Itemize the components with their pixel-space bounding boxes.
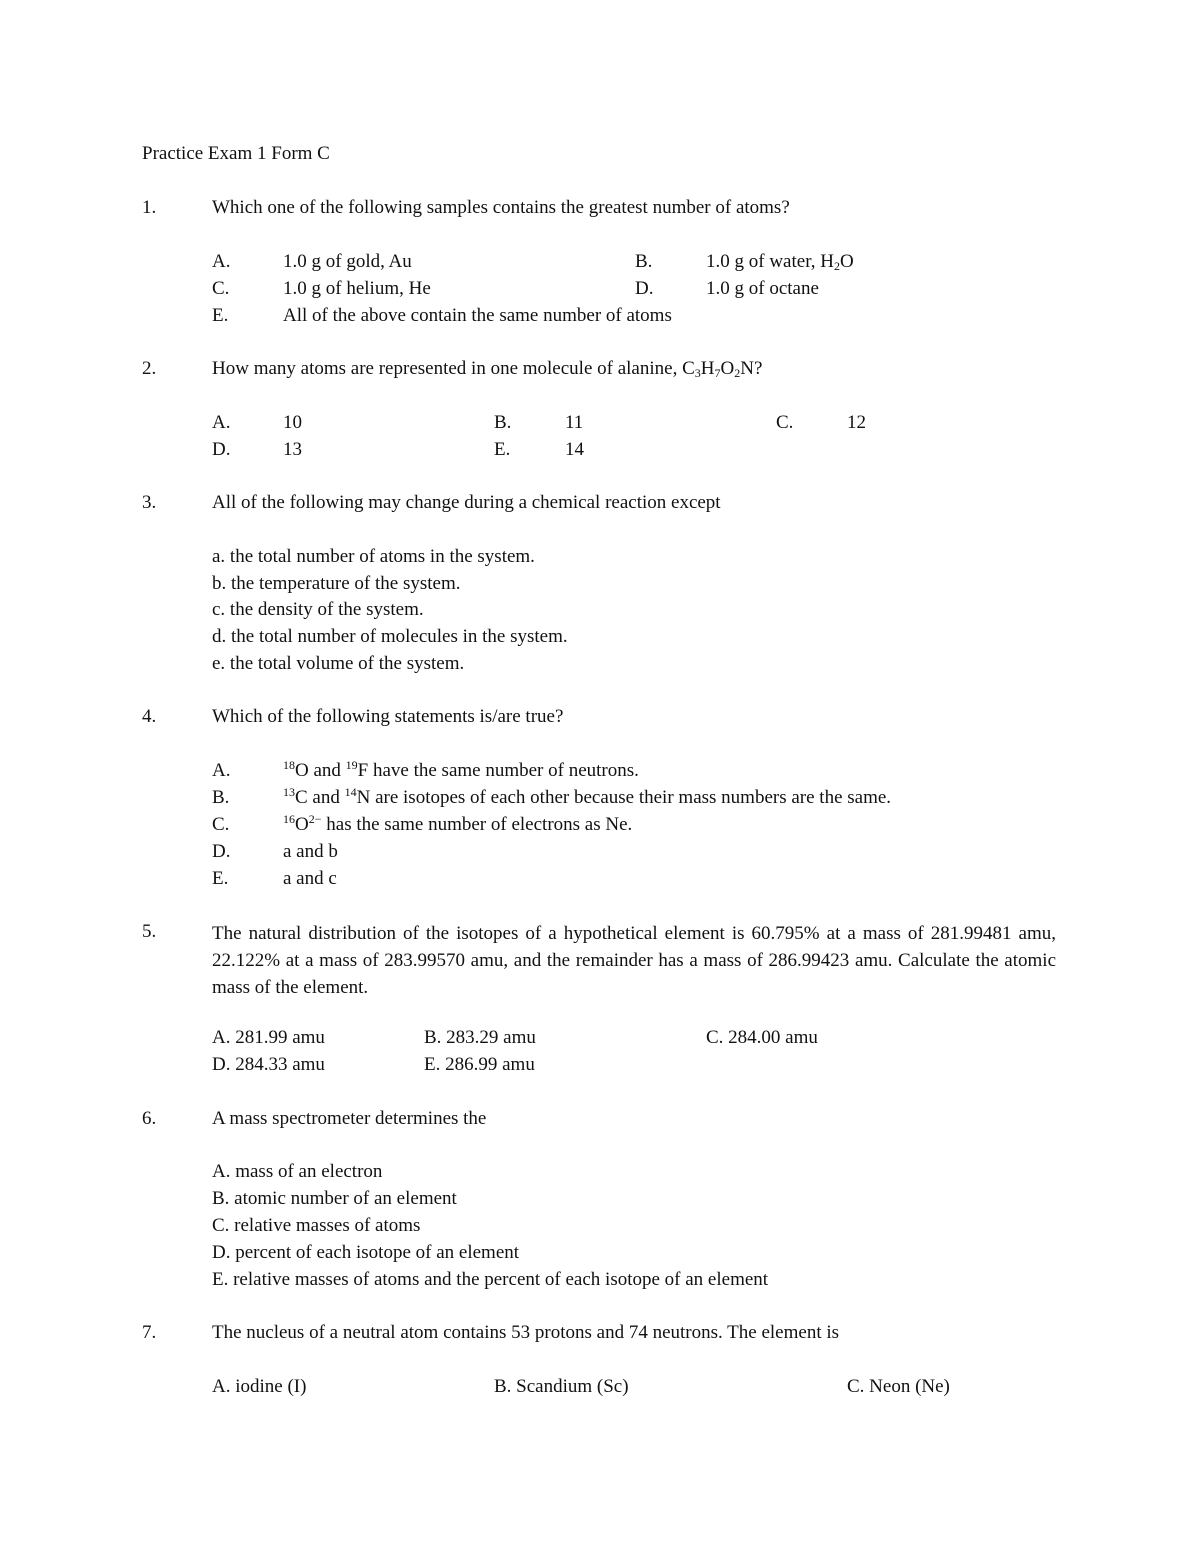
q6-option-b: B. atomic number of an element — [212, 1188, 457, 1209]
q3-text: All of the following may change during a chemical reaction except — [212, 492, 721, 513]
q4-option-b-text: $^{13}$C and $^{14}$N are isotopes of each other because their mass numbers are the same. — [283, 785, 892, 808]
q6-text: A mass spectrometer determines the — [212, 1108, 487, 1129]
q6-option-e: E. relative masses of atoms and the percent of each isotope of an element — [212, 1269, 769, 1290]
q3-option-a: a. the total number of atoms in the system. — [212, 546, 535, 567]
q5-text: The natural distribution of the isotopes of a hypothetical element is 60.795% at a mass of 281.99481 amu, 22.122% at a mass of 283.99570 amu, and the remainder has a mass of 286.99423 amu. Calculate the atomic mass of the element. — [212, 923, 1056, 998]
q4-option-a-text: $^{18}$O and $^{19}$F have the same number of neutrons. — [283, 758, 639, 781]
q3-number: 3. — [142, 492, 157, 513]
q4-text: Which of the following statements is/are true? — [212, 706, 564, 727]
page-title: Practice Exam 1 Form C — [142, 143, 330, 164]
q7-text: The nucleus of a neutral atom contains 53 protons and 74 neutrons. The element is — [212, 1322, 840, 1343]
q5-number: 5. — [142, 921, 157, 942]
q4-option-d-label: D. — [212, 841, 231, 862]
q6-option-d: D. percent of each isotope of an element — [212, 1242, 520, 1263]
q7-option-b: B. Scandium (Sc) — [494, 1376, 629, 1397]
q2-option-a-label: A. — [212, 412, 231, 433]
q4-option-c-text: $^{16}O^{2-}$ has the same number of electrons as Ne. — [283, 812, 633, 835]
q1-number: 1. — [142, 197, 157, 218]
q5-option-c: C. 284.00 amu — [706, 1027, 818, 1048]
q1-option-b-label: B. — [635, 251, 653, 272]
q2-option-e-text: 14 — [565, 439, 584, 460]
q4-option-d-text: a and b — [283, 841, 338, 862]
q2-option-d-label: D. — [212, 439, 231, 460]
q1-option-a-text: 1.0 g of gold, Au — [283, 251, 412, 272]
q1-option-c-text: 1.0 g of helium, He — [283, 278, 431, 299]
q6-number: 6. — [142, 1108, 157, 1129]
q1-option-e-label: E. — [212, 305, 229, 326]
q7-option-a: A. iodine (I) — [212, 1376, 307, 1397]
q1-option-c-label: C. — [212, 278, 230, 299]
q4-option-c-label: C. — [212, 814, 230, 835]
q1-option-b-text: 1.0 g of water, $H_2O$ — [706, 251, 854, 273]
q2-option-e-label: E. — [494, 439, 511, 460]
q1-option-a-label: A. — [212, 251, 231, 272]
q4-option-b-label: B. — [212, 787, 230, 808]
q1-option-d-text: 1.0 g of octane — [706, 278, 819, 299]
q4-option-a-label: A. — [212, 760, 231, 781]
q5-option-b: B. 283.29 amu — [424, 1027, 536, 1048]
q2-option-c-label: C. — [776, 412, 794, 433]
q4-option-e-label: E. — [212, 868, 229, 889]
q7-option-c: C. Neon (Ne) — [847, 1376, 950, 1397]
q3-option-d: d. the total number of molecules in the system. — [212, 626, 568, 647]
q5-option-a: A. 281.99 amu — [212, 1027, 325, 1048]
q1-text: Which one of the following samples contains the greatest number of atoms? — [212, 197, 790, 218]
q2-text: How many atoms are represented in one molecule of alanine, $C_3H_7O_2N$? — [212, 358, 763, 380]
q2-option-a-text: 10 — [283, 412, 302, 433]
q6-option-c: C. relative masses of atoms — [212, 1215, 421, 1236]
q2-number: 2. — [142, 358, 157, 379]
q3-option-b: b. the temperature of the system. — [212, 573, 461, 594]
q7-number: 7. — [142, 1322, 157, 1343]
q6-option-a: A. mass of an electron — [212, 1161, 383, 1182]
q2-option-b-text: 11 — [565, 412, 584, 433]
q5-option-e: E. 286.99 amu — [424, 1054, 535, 1075]
q5-option-d: D. 284.33 amu — [212, 1054, 325, 1075]
q4-option-e-text: a and c — [283, 868, 337, 889]
q3-option-c: c. the density of the system. — [212, 599, 424, 620]
q1-option-e-text: All of the above contain the same number of atoms — [283, 305, 672, 326]
q1-option-d-label: D. — [635, 278, 654, 299]
q2-option-d-text: 13 — [283, 439, 302, 460]
q3-option-e: e. the total volume of the system. — [212, 653, 465, 674]
q2-option-b-label: B. — [494, 412, 512, 433]
q4-number: 4. — [142, 706, 157, 727]
q2-option-c-text: 12 — [847, 412, 866, 433]
